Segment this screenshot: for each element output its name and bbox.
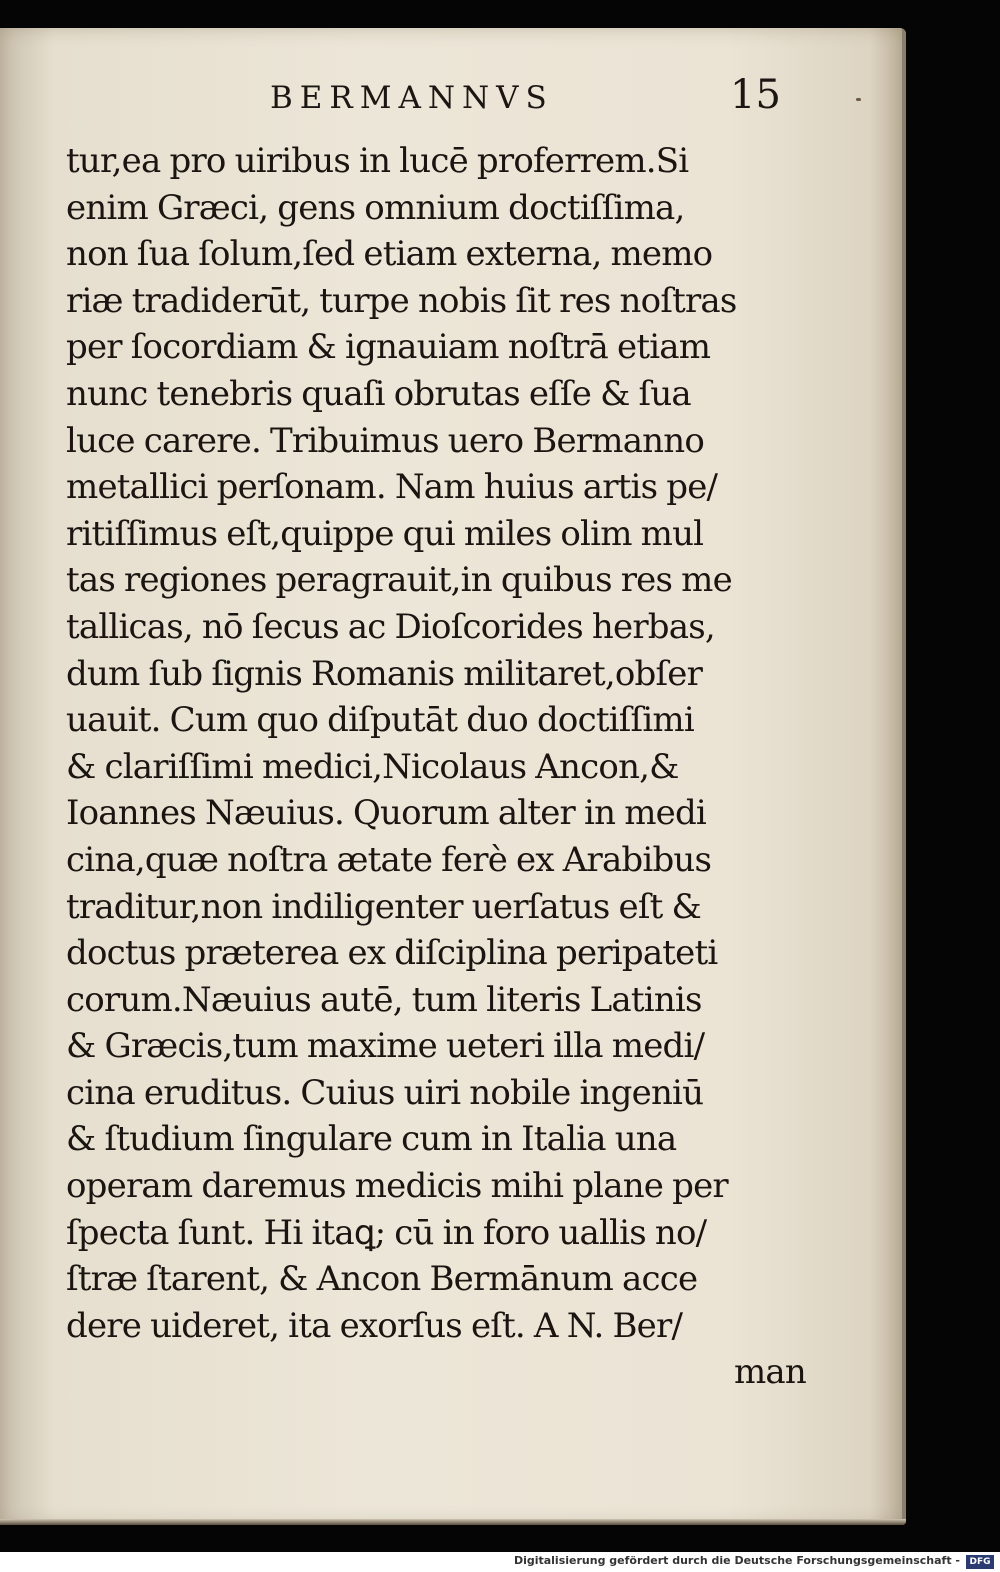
text-line: uauit. Cum quo diſputāt duo doctiſſimi [66,700,694,741]
text-line: tallicas, nō ſecus ac Dioſcorides herbas, [66,606,715,647]
text-line: metallici perſonam. Nam huius artis pe/ [66,467,718,508]
dfg-logo-icon: DFG [966,1555,994,1569]
book-page [0,28,906,1525]
text-line: traditur,non indiligenter uerſatus eſt & [66,886,701,927]
funding-credit: Digitalisierung gefördert durch die Deutsche Forschungsgemeinschaft - [513,1554,960,1567]
text-line: dum ſub ſignis Romanis militaret,obſer [66,653,703,694]
text-line: operam daremus medicis mihi plane per [66,1166,728,1207]
text-line: cina,quæ noſtra ætate ferè ex Arabibus [66,839,712,880]
running-head: BERMANNVS [270,80,554,116]
text-line: tas regiones peragrauit,in quibus res me [66,560,732,601]
text-line: per ſocordiam & ignauiam noſtrā etiam [66,327,711,368]
footer-bar [0,1552,1000,1572]
text-line: non ſua ſolum,ſed etiam externa, memo [66,234,713,275]
text-line: & ſtudium ſingulare cum in Italia una [66,1119,677,1160]
text-line: cina eruditus. Cuius uiri nobile ingeniū [66,1072,704,1113]
margin-mark [856,98,861,101]
text-line: dere uideret, ita exorſus eſt. A N. Ber/ [66,1305,683,1346]
page-number: 15 [730,72,781,118]
text-line: corum.Næuius autē, tum literis Latinis [66,979,702,1020]
text-line: riæ tradiderūt, turpe nobis ſit res noſtras [66,280,737,321]
catchword: man [733,1352,806,1393]
text-line: doctus præterea ex diſciplina peripateti [66,933,718,974]
text-line: enim Græci, gens omnium doctiſſima, [66,187,685,228]
body-text [66,138,806,1396]
text-line: & Græcis,tum maxime ueteri illa medi/ [66,1026,705,1067]
text-line: luce carere. Tribuimus uero Bermanno [66,420,705,461]
text-line: tur,ea pro uiribus in lucē proferrem.Si [66,141,689,181]
text-line: ritiſſimus eſt,quippe qui miles olim mul [66,513,704,554]
text-line: nunc tenebris quaſi obrutas eſſe & ſua [66,373,691,414]
page-edge [902,28,906,1525]
text-line: ſpecta ſunt. Hi itaꝗ; cū in foro uallis no/ [66,1212,707,1253]
text-line: Ioannes Næuius. Quorum alter in medi [66,793,706,834]
page-bottom-edge [0,1519,906,1525]
text-line: ſtræ ſtarent, & Ancon Bermānum acce [66,1259,698,1300]
text-line: & clariſſimi medici,Nicolaus Ancon,& [66,746,679,787]
